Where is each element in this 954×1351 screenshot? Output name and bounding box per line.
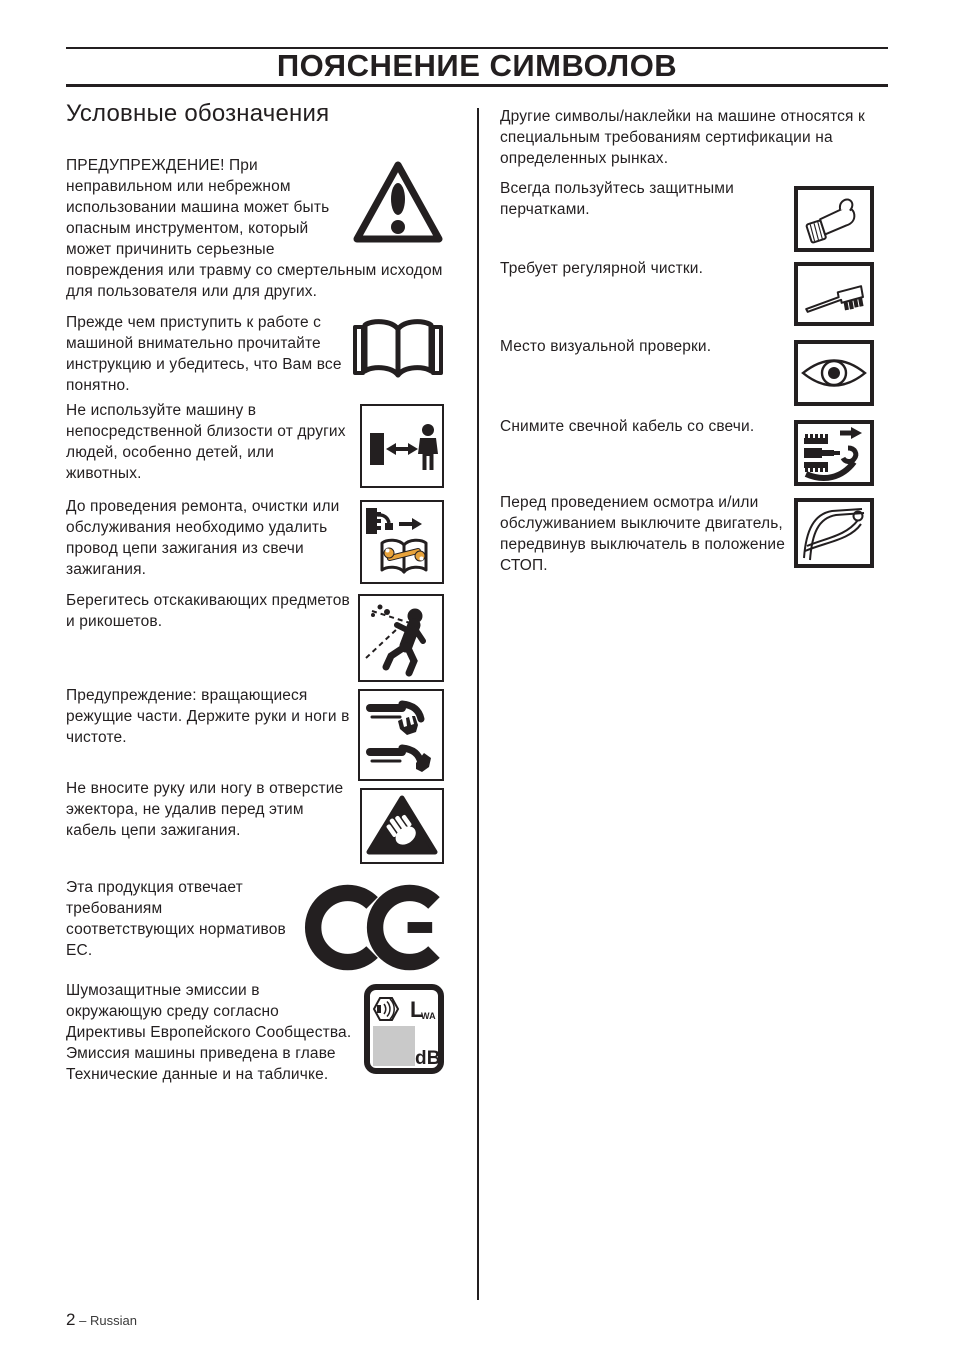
symbol-text: Предупреждение: вращающиеся режущие части. Держите руки и ноги в чистоте. [66,687,350,746]
header-rule-bottom [66,84,888,87]
symbol-item-noise [66,980,444,1085]
symbol-item-gloves [500,178,874,258]
symbol-text: Берегитесь отскакивающих предметов и рикошетов. [66,592,350,630]
stop-engine-icon [794,498,874,568]
symbol-item-visual-check [500,336,874,412]
keep-distance-icon [360,404,444,488]
lwa-sub-text: WA [421,1011,436,1021]
noise-emission-label-icon [364,984,444,1074]
symbol-text: До проведения ремонта, очистки или обслуживания необходимо удалить провод цепи зажигания из свечи зажигания. [66,498,340,578]
symbol-text: ПРЕДУПРЕЖДЕНИЕ! При неправильном или небрежном использовании машина может быть опасным инструментом, который может причинить серьезные повреждения или травму со смертельным исходом для пользователя или для других. [66,157,443,300]
protective-gloves-icon [794,186,874,252]
symbol-text: Место визуальной проверки. [500,338,712,355]
symbol-text: Шумозащитные эмиссии в окружающую среду согласно Директивы Европейского Сообщества. Эмиссия машины приведена в главе Технические данные и на табличке. [66,982,352,1083]
ejector-hand-warning-icon [360,788,444,864]
symbol-item-stop-engine [500,492,874,576]
symbol-text: Не используйте машину в непосредственной близости от других людей, особенно детей, или животных. [66,402,346,482]
symbol-item-ejector [66,778,444,870]
section-heading: Условные обозначения [66,100,330,127]
ricochet-hazard-icon [358,594,444,682]
visual-check-eye-icon [794,340,874,406]
lwa-main-text: L [410,997,424,1022]
symbol-text: Эта продукция отвечает требованиям соответствующих нормативов ЕС. [66,879,286,959]
symbol-text: Снимите свечной кабель со свечи. [500,418,755,435]
db-text: dB [415,1048,441,1069]
symbol-item-plug-cable [500,416,874,492]
symbol-item-warning [66,155,444,302]
symbol-text: Прежде чем приступить к работе с машиной внимательно прочитайте инструкцию и убедитесь, что Вам все понятно. [66,314,342,394]
intro-text: Другие символы/наклейки на машине относятся к специальным требованиям сертификации на определенных рынках. [500,108,865,167]
rotating-blades-icon [358,689,444,781]
read-manual-book-icon [352,316,444,384]
warning-triangle-icon [352,159,444,247]
column-divider [477,108,479,1300]
remove-spark-plug-cable-icon [794,420,874,486]
symbol-item-ricochet [66,590,444,688]
symbol-text: Всегда пользуйтесь защитными перчатками. [500,180,734,218]
symbol-text: Не вносите руку или ногу в отверстие эжектора, не удалив перед этим кабель цепи зажигания. [66,780,344,839]
page-footer [66,1310,137,1330]
ce-mark-icon [302,881,444,974]
page-title: ПОЯСНЕНИЕ СИМВОЛОВ [276,48,678,83]
symbol-text: Перед проведением осмотра и/или обслуживанием выключите двигатель, передвинув выключатель в положение СТОП. [500,494,785,574]
symbol-item-ce [66,877,444,980]
footer-language: Russian [89,1313,137,1328]
symbol-item-rotating-blades [66,685,444,787]
symbol-item-cleaning [500,258,874,332]
right-column-intro [500,106,892,169]
symbol-item-keep-distance [66,400,444,494]
symbol-item-disconnect-plug [66,496,444,590]
cleaning-brush-icon [794,262,874,326]
page-number: 2 [66,1310,76,1329]
symbol-item-read-manual [66,312,444,396]
footer-separator: – [79,1313,87,1328]
symbol-text: Требует регулярной чистки. [500,260,704,277]
disconnect-spark-plug-icon [360,500,444,584]
